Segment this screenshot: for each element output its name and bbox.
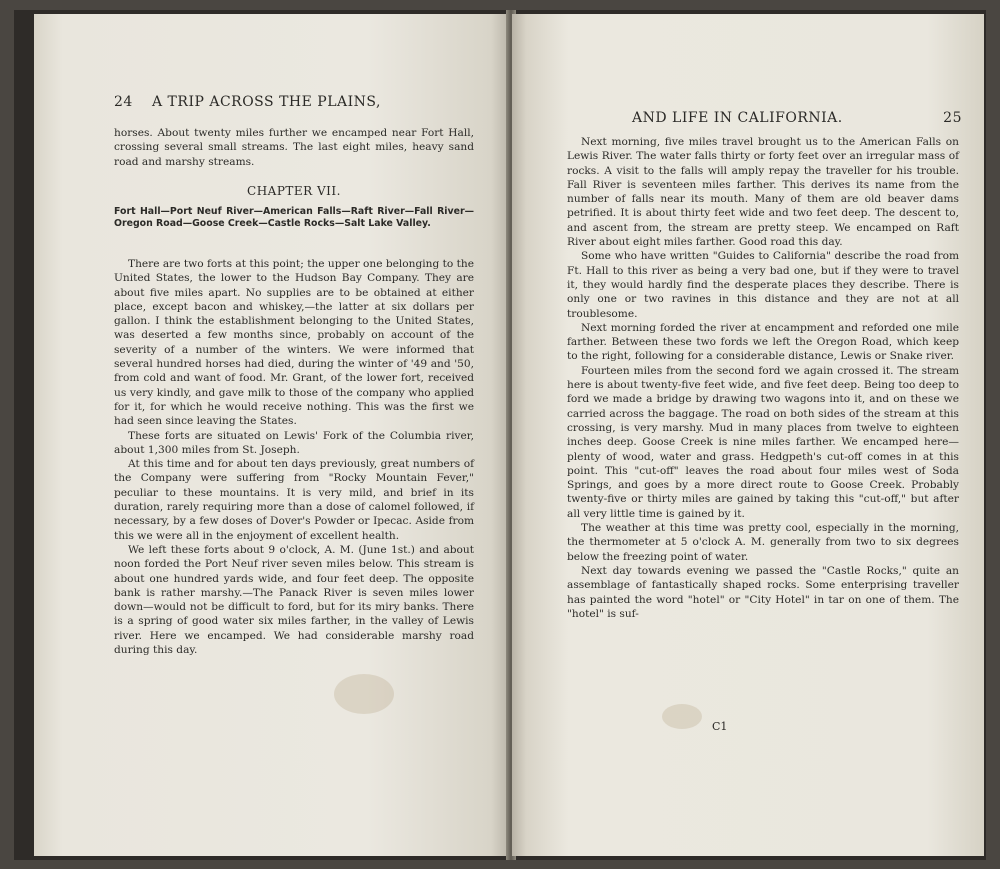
- right-paragraph: Fourteen miles from the second ford we again crossed it. The stream here is about twenty-five feet wide, and five feet deep. Being too deep to ford we made a bridge by drawing two wagons into it, and on these we carried across the baggage. The road on both sides of the stream at this crossing, is very marshy. Mud in many places from twelve to eighteen inches deep. Goose Creek is nine miles farther. We encamped here—plenty of wood, water and grass. Hedgpeth's cut-off comes in at this point. This "cut-off" leaves the road about four miles west of Soda Springs, and goes by a more direct route to Goose Creek. Probably twenty-five or thirty miles are gained by taking this "cut-off," but after all very little time is gained by it.: [567, 364, 959, 520]
- left-page: [34, 14, 510, 856]
- left-paragraph: At this time and for about ten days previously, great numbers of the Company were suffering from "Rocky Mountain Fever," peculiar to these mountains. It is very mild, and brief in its duration, rarely requiring more than a dose of calomel followed, if necessary, by a few doses of Dover's Powder or Ipecac. Aside from this we were all in the enjoyment of excellent health.: [114, 458, 474, 542]
- right-paragraph: Next day towards evening we passed the "Castle Rocks," quite an assemblage of fantastically shaped rocks. Some enterprising traveller has painted the word "hotel" or "City Hotel" in tar on one of them. The "hotel" is suf-: [567, 564, 959, 620]
- left-body-text: [114, 257, 474, 657]
- right-body-text: [567, 135, 959, 621]
- right-paragraph: Some who have written "Guides to California" describe the road from Ft. Hall to this river as being a very bad one, but if they were to travel it, they would hardly find the desperate places they describe. There is only one or two ravines in this distance and they are not at all troublesome.: [567, 250, 959, 320]
- signature-mark: C1: [712, 720, 728, 733]
- right-paragraph: Next morning forded the river at encampment and reforded one mile farther. Between these two fords we left the Oregon Road, which keep to the right, following for a considerable distance, Lewis or Snake river.: [567, 321, 959, 363]
- left-paragraph: These forts are situated on Lewis' Fork of the Columbia river, about 1,300 miles from St. Joseph.: [114, 429, 474, 456]
- right-paragraph: Next morning, five miles travel brought us to the American Falls on Lewis River. The water falls thirty or forty feet over an irregular mass of rocks. A visit to the falls will amply repay the traveller for his trouble. Fall River is seventeen miles farther. This derives its name from the number of falls near its mouth. Many of them are old beaver dams petrified. It is about thirty feet wide and two feet deep. The descent to, and ascent from, the stream are pretty steep. We encamped on Raft River about eight miles farther. Good road this day.: [567, 136, 959, 249]
- left-opening-text: [114, 126, 474, 169]
- right-running-head: AND LIFE IN CALIFORNIA.: [632, 110, 843, 126]
- left-running-head: A TRIP ACROSS THE PLAINS,: [152, 94, 381, 110]
- opening-paragraph: horses. About twenty miles further we encamped near Fort Hall, crossing several small streams. The last eight miles, heavy sand road and marshy streams.: [114, 127, 474, 168]
- left-paragraph: There are two forts at this point; the upper one belonging to the United States, the lower to the Hudson Bay Company. They are about five miles apart. No supplies are to be obtained at either place, except bacon and whiskey,—the latter at six dollars per gallon. I think the establishment belonging to the United States, was deserted a few months since, probably on account of the severity of a number of the winters. We were informed that several hundred horses had died, during the winter of '49 and '50, from cold and want of food. Mr. Grant, of the lower fort, received us very kindly, and gave milk to those of the company who applied for it, for which he would receive nothing. This was the first we had seen since leaving the States.: [114, 258, 474, 428]
- open-book: [14, 10, 986, 860]
- chapter-summary: Fort Hall—Port Neuf River—American Falls—Raft River—Fall River—Oregon Road—Goose Creek—Castle Rocks—Salt Lake Valley.: [114, 206, 474, 229]
- right-paragraph: The weather at this time was pretty cool, especially in the morning, the thermometer at 5 o'clock A. M. generally from two to six degrees below the freezing point of water.: [567, 522, 959, 563]
- chapter-title: CHAPTER VII.: [247, 184, 341, 198]
- left-page-number: 24: [114, 94, 133, 110]
- right-page-number: 25: [943, 110, 962, 126]
- paper-stain: [334, 674, 394, 714]
- left-paragraph: We left these forts about 9 o'clock, A. M. (June 1st.) and about noon forded the Port Neuf river seven miles below. This stream is about one hundred yards wide, and four feet deep. The opposite bank is rather marshy.—The Panack River is seven miles lower down—would not be difficult to ford, but for its miry banks. There is a spring of good water six miles farther, in the valley of Lewis river. Here we encamped. We had considerable marshy road during this day.: [114, 543, 474, 657]
- right-page: [512, 14, 984, 856]
- paper-stain: [662, 704, 702, 729]
